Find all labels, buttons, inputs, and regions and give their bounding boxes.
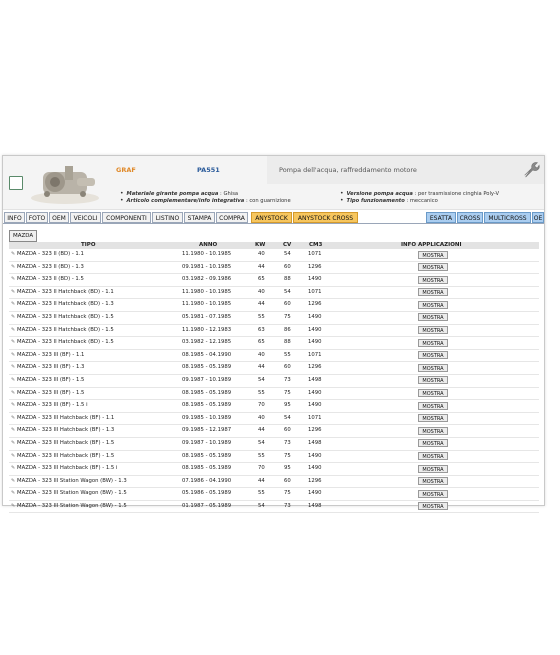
cell-anno: 08.1985 - 05.1989 xyxy=(182,452,232,459)
product-code-link[interactable]: PA551 xyxy=(197,166,220,174)
cell-cm3: 1296 xyxy=(308,427,322,434)
product-description: Pompa dell'acqua, raffreddamento motore xyxy=(279,166,417,174)
mostra-button[interactable]: MOSTRA xyxy=(418,351,448,359)
mostra-button[interactable]: MOSTRA xyxy=(418,339,448,347)
edit-pencil-icon: ✎ xyxy=(11,402,16,409)
cell-tipo: MAZDA - 323 III (BF) - 1.5 xyxy=(17,389,85,396)
cell-cv: 95 xyxy=(284,465,291,472)
edit-pencil-icon: ✎ xyxy=(11,288,16,295)
tab-veicoli[interactable]: VEICOLI xyxy=(70,212,101,223)
cell-cv: 75 xyxy=(284,490,291,497)
table-row xyxy=(9,488,539,501)
tab-oem[interactable]: OEM xyxy=(49,212,69,223)
col-cv: CV xyxy=(283,242,292,248)
edit-pencil-icon: ✎ xyxy=(11,477,16,484)
cell-anno: 05.1986 - 05.1989 xyxy=(182,490,232,497)
cell-cv: 55 xyxy=(284,351,291,358)
cell-kw: 65 xyxy=(258,339,265,346)
tab-divider xyxy=(3,223,544,224)
cell-tipo: MAZDA - 323 III (BF) - 1.3 xyxy=(17,364,85,371)
cell-tipo: MAZDA - 323 III Station Wagon (BW) - 1.5 xyxy=(17,490,127,497)
cell-cm3: 1296 xyxy=(308,301,322,308)
table-row xyxy=(9,337,539,350)
cell-kw: 44 xyxy=(258,301,265,308)
cell-anno: 08.1985 - 04.1990 xyxy=(182,351,232,358)
tab-componenti[interactable]: COMPONENTI xyxy=(102,212,151,223)
cell-kw: 65 xyxy=(258,276,265,283)
cell-cv: 73 xyxy=(284,376,291,383)
cell-cv: 54 xyxy=(284,414,291,421)
edit-pencil-icon: ✎ xyxy=(11,452,16,459)
edit-pencil-icon: ✎ xyxy=(11,339,16,346)
mostra-button[interactable]: MOSTRA xyxy=(418,490,448,498)
mostra-button[interactable]: MOSTRA xyxy=(418,439,448,447)
edit-pencil-icon: ✎ xyxy=(11,389,16,396)
cell-cv: 60 xyxy=(284,427,291,434)
edit-pencil-icon: ✎ xyxy=(11,490,16,497)
cell-anno: 11.1980 - 12.1983 xyxy=(182,326,232,333)
cell-cv: 73 xyxy=(284,502,291,509)
table-row xyxy=(9,425,539,438)
edit-pencil-icon: ✎ xyxy=(11,502,16,509)
table-row xyxy=(9,438,539,451)
cell-cv: 54 xyxy=(284,251,291,257)
cell-tipo: MAZDA - 323 II (BD) - 1.5 xyxy=(17,276,84,283)
cell-cm3: 1296 xyxy=(308,477,322,484)
edit-pencil-icon: ✎ xyxy=(11,251,16,257)
mostra-button[interactable]: MOSTRA xyxy=(418,502,448,510)
cell-cm3: 1498 xyxy=(308,502,322,509)
spec-item: • Versione pompa acqua : per trasmissione cinghia Poly-V xyxy=(340,190,499,197)
cell-tipo: MAZDA - 323 III Station Wagon (BW) - 1.5 xyxy=(17,502,127,509)
cell-tipo: MAZDA - 323 II (BD) - 1.3 xyxy=(17,263,84,270)
cell-cv: 75 xyxy=(284,389,291,396)
cell-anno: 09.1985 - 12.1987 xyxy=(182,427,232,434)
cell-cm3: 1490 xyxy=(308,402,322,409)
cell-anno: 07.1986 - 04.1990 xyxy=(182,477,232,484)
mostra-button[interactable]: MOSTRA xyxy=(418,276,448,284)
cell-anno: 09.1987 - 10.1989 xyxy=(182,439,232,446)
cell-anno: 03.1982 - 09.1986 xyxy=(182,276,232,283)
cell-cm3: 1490 xyxy=(308,326,322,333)
tab-cross[interactable]: CROSS xyxy=(457,212,483,223)
mostra-button[interactable]: MOSTRA xyxy=(418,288,448,296)
cell-anno: 09.1985 - 10.1989 xyxy=(182,414,232,421)
mostra-button[interactable]: MOSTRA xyxy=(418,427,448,435)
cell-cv: 88 xyxy=(284,339,291,346)
cell-cm3: 1498 xyxy=(308,439,322,446)
cell-cm3: 1498 xyxy=(308,376,322,383)
spec-item: • Tipo funzionamento : meccanico xyxy=(340,197,438,204)
cell-kw: 54 xyxy=(258,439,265,446)
tab-anystock-cross[interactable]: ANYSTOCK CROSS xyxy=(293,212,358,223)
cell-anno: 08.1985 - 05.1989 xyxy=(182,389,232,396)
cell-tipo: MAZDA - 323 II Hatchback (BD) - 1.3 xyxy=(17,301,114,308)
tab-oe[interactable]: OE xyxy=(532,212,544,223)
mostra-button[interactable]: MOSTRA xyxy=(418,313,448,321)
edit-pencil-icon: ✎ xyxy=(11,376,16,383)
cell-tipo: MAZDA - 323 III Station Wagon (BW) - 1.3 xyxy=(17,477,127,484)
cell-cv: 60 xyxy=(284,477,291,484)
cell-anno: 09.1981 - 10.1985 xyxy=(182,263,232,270)
cell-kw: 44 xyxy=(258,263,265,270)
tab-stampa[interactable]: STAMPA xyxy=(184,212,215,223)
cell-kw: 54 xyxy=(258,376,265,383)
mostra-button[interactable]: MOSTRA xyxy=(418,376,448,384)
tab-foto[interactable]: FOTO xyxy=(26,212,48,223)
vehicle-table xyxy=(9,249,539,513)
col-tipo: TIPO xyxy=(81,242,96,248)
table-row xyxy=(9,350,539,363)
cell-tipo: MAZDA - 323 III Hatchback (BF) - 1.5 xyxy=(17,452,115,459)
table-row xyxy=(9,312,539,325)
cell-tipo: MAZDA - 323 II (BD) - 1.1 xyxy=(17,251,84,257)
cell-cm3: 1490 xyxy=(308,389,322,396)
cell-tipo: MAZDA - 323 III Hatchback (BF) - 1.5 xyxy=(17,439,115,446)
cell-cm3: 1071 xyxy=(308,288,322,295)
cell-anno: 08.1985 - 05.1989 xyxy=(182,364,232,371)
cell-cv: 86 xyxy=(284,326,291,333)
mostra-button[interactable]: MOSTRA xyxy=(418,326,448,334)
table-row xyxy=(9,287,539,300)
edit-pencil-icon: ✎ xyxy=(11,465,16,472)
cell-cm3: 1296 xyxy=(308,263,322,270)
cell-cm3: 1490 xyxy=(308,313,322,320)
tab-anystock[interactable]: ANYSTOCK xyxy=(251,212,292,223)
edit-pencil-icon: ✎ xyxy=(11,364,16,371)
cell-kw: 40 xyxy=(258,351,265,358)
edit-pencil-icon: ✎ xyxy=(11,313,16,320)
cell-kw: 40 xyxy=(258,251,265,257)
table-row xyxy=(9,262,539,275)
cell-cm3: 1490 xyxy=(308,465,322,472)
edit-pencil-icon: ✎ xyxy=(11,414,16,421)
table-row xyxy=(9,325,539,338)
cell-cm3: 1296 xyxy=(308,364,322,371)
cell-kw: 55 xyxy=(258,490,265,497)
mazda-filter-button[interactable]: MAZDA xyxy=(9,230,37,242)
tab-compra[interactable]: COMPRA xyxy=(216,212,248,223)
edit-pencil-icon: ✎ xyxy=(11,351,16,358)
cell-cv: 75 xyxy=(284,313,291,320)
select-checkbox[interactable] xyxy=(9,176,23,190)
cell-tipo: MAZDA - 323 III (BF) - 1.5 i xyxy=(17,402,88,409)
edit-pencil-icon: ✎ xyxy=(11,263,16,270)
product-header xyxy=(3,156,544,210)
table-row xyxy=(9,299,539,312)
cell-kw: 44 xyxy=(258,364,265,371)
cell-tipo: MAZDA - 323 III Hatchback (BF) - 1.1 xyxy=(17,414,115,421)
cell-anno: 03.1982 - 12.1985 xyxy=(182,339,232,346)
edit-pencil-icon: ✎ xyxy=(11,427,16,434)
mostra-button[interactable]: MOSTRA xyxy=(418,465,448,473)
cell-kw: 44 xyxy=(258,427,265,434)
cell-kw: 55 xyxy=(258,389,265,396)
cell-tipo: MAZDA - 323 II Hatchback (BD) - 1.5 xyxy=(17,313,114,320)
mostra-button[interactable]: MOSTRA xyxy=(418,364,448,372)
table-row xyxy=(9,463,539,476)
cell-tipo: MAZDA - 323 III Hatchback (BF) - 1.3 xyxy=(17,427,115,434)
cell-anno: 11.1980 - 10.1985 xyxy=(182,301,232,308)
tab-esatta[interactable]: ESATTA xyxy=(426,212,456,223)
cell-kw: 63 xyxy=(258,326,265,333)
spec-item: • Materiale girante pompa acqua : Ghisa xyxy=(120,190,239,197)
cell-cv: 75 xyxy=(284,452,291,459)
cell-tipo: MAZDA - 323 III (BF) - 1.1 xyxy=(17,351,85,358)
cell-anno: 11.1980 - 10.1985 xyxy=(182,288,232,295)
cell-cm3: 1071 xyxy=(308,251,322,257)
table-header xyxy=(9,242,539,249)
cell-kw: 55 xyxy=(258,313,265,320)
table-row xyxy=(9,476,539,489)
table-row xyxy=(9,501,539,514)
cell-tipo: MAZDA - 323 II Hatchback (BD) - 1.1 xyxy=(17,288,114,295)
col-cm3: CM3 xyxy=(309,242,323,248)
table-row xyxy=(9,388,539,401)
cell-cm3: 1490 xyxy=(308,339,322,346)
wrench-icon[interactable] xyxy=(522,160,540,178)
cell-tipo: MAZDA - 323 II Hatchback (BD) - 1.5 xyxy=(17,339,114,346)
cell-cv: 73 xyxy=(284,439,291,446)
mostra-button[interactable]: MOSTRA xyxy=(418,251,448,259)
table-row xyxy=(9,362,539,375)
cell-anno: 05.1981 - 07.1985 xyxy=(182,313,232,320)
cell-tipo: MAZDA - 323 II Hatchback (BD) - 1.5 xyxy=(17,326,114,333)
cell-cv: 95 xyxy=(284,402,291,409)
cell-kw: 70 xyxy=(258,465,265,472)
table-row xyxy=(9,249,539,262)
cell-anno: 11.1980 - 10.1985 xyxy=(182,251,232,257)
mostra-button[interactable]: MOSTRA xyxy=(418,452,448,460)
edit-pencil-icon: ✎ xyxy=(11,326,16,333)
brand-label: GRAF xyxy=(116,166,136,174)
cell-kw: 55 xyxy=(258,452,265,459)
cell-cv: 60 xyxy=(284,301,291,308)
mostra-button[interactable]: MOSTRA xyxy=(418,477,448,485)
cell-cv: 88 xyxy=(284,276,291,283)
tab-listino[interactable]: LISTINO xyxy=(152,212,183,223)
col-info-applicazioni: INFO APPLICAZIONI xyxy=(401,242,462,248)
mostra-button[interactable]: MOSTRA xyxy=(418,389,448,397)
cell-kw: 54 xyxy=(258,502,265,509)
cell-tipo: MAZDA - 323 III Hatchback (BF) - 1.5 i xyxy=(17,465,118,472)
cell-anno: 01.1987 - 05.1989 xyxy=(182,502,232,509)
col-kw: KW xyxy=(255,242,266,248)
product-panel xyxy=(2,155,545,511)
cell-cm3: 1490 xyxy=(308,276,322,283)
table-row xyxy=(9,375,539,388)
cell-cv: 60 xyxy=(284,364,291,371)
edit-pencil-icon: ✎ xyxy=(11,439,16,446)
spec-item: • Articolo complementare/info integrativa : con guarnizione xyxy=(120,197,291,204)
mostra-button[interactable]: MOSTRA xyxy=(418,301,448,309)
table-row xyxy=(9,274,539,287)
cell-cv: 60 xyxy=(284,263,291,270)
edit-pencil-icon: ✎ xyxy=(11,301,16,308)
cell-anno: 09.1987 - 10.1989 xyxy=(182,376,232,383)
cell-anno: 08.1985 - 05.1989 xyxy=(182,465,232,472)
mostra-button[interactable]: MOSTRA xyxy=(418,263,448,271)
tab-multicross[interactable]: MULTICROSS xyxy=(484,212,531,223)
tab-info[interactable]: INFO xyxy=(4,212,25,223)
table-row xyxy=(9,451,539,464)
cell-cm3: 1490 xyxy=(308,452,322,459)
col-anno: ANNO xyxy=(199,242,218,248)
cell-cv: 54 xyxy=(284,288,291,295)
edit-pencil-icon: ✎ xyxy=(11,276,16,283)
cell-kw: 70 xyxy=(258,402,265,409)
table-row xyxy=(9,400,539,413)
mostra-button[interactable]: MOSTRA xyxy=(418,414,448,422)
cell-cm3: 1071 xyxy=(308,351,322,358)
cell-cm3: 1490 xyxy=(308,490,322,497)
cell-anno: 08.1985 - 05.1989 xyxy=(182,402,232,409)
cell-kw: 40 xyxy=(258,288,265,295)
mostra-button[interactable]: MOSTRA xyxy=(418,402,448,410)
cell-kw: 40 xyxy=(258,414,265,421)
table-row xyxy=(9,413,539,426)
cell-cm3: 1071 xyxy=(308,414,322,421)
cell-kw: 44 xyxy=(258,477,265,484)
cell-tipo: MAZDA - 323 III (BF) - 1.5 xyxy=(17,376,85,383)
water-pump-image xyxy=(25,158,105,206)
